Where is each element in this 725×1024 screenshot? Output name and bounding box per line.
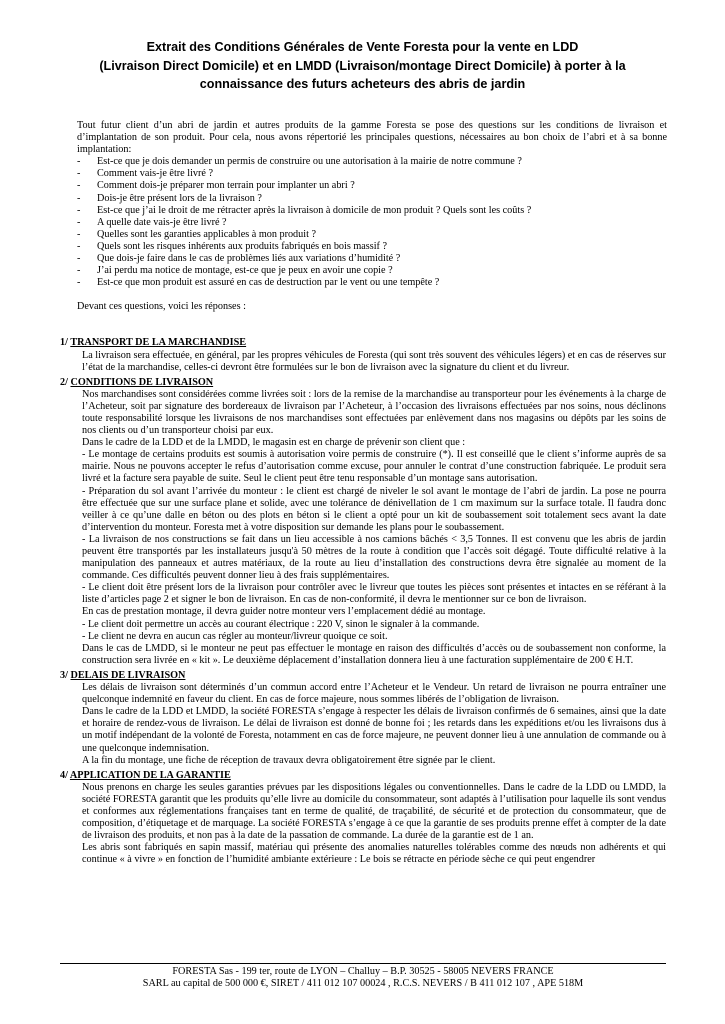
question-item xyxy=(77,205,725,217)
section-heading xyxy=(60,377,666,389)
paragraph: - Le client doit permettre un accès au courant électrique : 220 V, sinon le signaler à la commande. xyxy=(82,618,480,630)
paragraph: - Le client ne devra en aucun cas régler au monteur/livreur quoique ce soit. xyxy=(82,630,388,642)
footer-company-info: SARL au capital de 500 000 €, SIRET / 411 012 107 00024 , R.C.S. NEVERS / B 411 012 107 , APE 518M xyxy=(142,978,584,989)
paragraph: Les délais de livraison sont déterminés d’un commun accord entre l’Acheteur et le Vendeur. Un retard de livraison ne pourra entraîner une quelconque indemnité en faveur du client. En cas de force majeure, nous sommes libérés de l’obligation de livraison. xyxy=(82,682,666,706)
section-title: APPLICATION DE LA GARANTIE xyxy=(69,769,231,781)
list-dash: - xyxy=(77,168,81,180)
paragraph: Dans le cadre de la LDD et LMDD, la société FORESTA s’engage à respecter les délais de livraison confirmés de 6 semaines, ainsi que la date et horaire de rendez-vous de livraison. Le délai de livraison est donné de bonne foi ; les retards dans les expéditions et/ou les livraisons dus à un motif indépendant de la volonté de Foresta, notamment en cas de force majeure, ne peuvent donner lieu à une annulation de commande ou à une quelconque indemnisation. xyxy=(82,706,666,754)
paragraph: Dans le cas de LMDD, si le monteur ne peut pas effectuer le montage en raison des difficultés d’accès ou de soubassement non conforme, la construction sera livrée en « kit ». Le deuxième déplacement d’installation donnera lieu à une facturation supplémentaire de 200 € H.T. xyxy=(82,642,666,666)
question-text: J’ai perdu ma notice de montage, est-ce que je peux en avoir une copie ? xyxy=(97,265,393,277)
paragraph: En cas de prestation montage, il devra guider notre monteur vers l’emplacement dédié au montage. xyxy=(82,606,486,618)
document-title xyxy=(60,38,665,94)
question-text: Est-ce que je dois demander un permis de construire ou une autorisation à la mairie de notre commune ? xyxy=(97,156,522,168)
footer-address: FORESTA Sas - 199 ter, route de LYON – Challuy – B.P. 30525 - 58005 NEVERS FRANCE xyxy=(172,966,554,977)
title-line-1: Extrait des Conditions Générales de Vente Foresta pour la vente en LDD xyxy=(146,40,579,54)
list-dash: - xyxy=(77,156,81,168)
list-dash: - xyxy=(77,204,81,216)
question-text: A quelle date vais-je être livré ? xyxy=(97,216,227,228)
section-garantie xyxy=(60,770,666,867)
title-line-3: connaissance des futurs acheteurs des abris de jardin xyxy=(199,77,526,91)
section-content xyxy=(82,350,666,374)
question-text: Que dois-je faire dans le cas de problèmes liés aux variations d’humidité ? xyxy=(97,253,401,265)
section-title: DELAIS DE LIVRAISON xyxy=(70,669,186,681)
section-content xyxy=(82,682,666,767)
section-number: 2/ xyxy=(60,376,68,388)
list-dash: - xyxy=(77,277,81,289)
list-dash: - xyxy=(77,180,81,192)
paragraph: - La livraison de nos constructions se fait dans un lieu accessible à nos camions bâchés < 3,5 Tonnes. Il est convenu que les abris de jardin peuvent être transportés par les installateurs jusqu'à 50 mètres de la route à condition que l’accès soit dégagé. Toute difficulté relative à la manipulation des panneaux et autres matériaux, de la route au lieu d’installation des constructions devra être signalée au moment de la commande. Ces difficultés peuvent donner lieu à des frais supplémentaires. xyxy=(82,533,666,582)
section-transport xyxy=(60,337,666,373)
question-item xyxy=(77,168,725,180)
question-list xyxy=(0,156,725,289)
list-dash: - xyxy=(77,253,81,265)
section-heading xyxy=(60,337,666,349)
question-text: Quels sont les risques inhérents aux produits fabriqués en bois massif ? xyxy=(97,240,388,252)
document-body xyxy=(0,120,725,866)
question-item xyxy=(77,193,725,205)
question-item xyxy=(77,253,725,265)
question-text: Comment dois-je préparer mon terrain pour implanter un abri ? xyxy=(97,180,355,192)
paragraph: - Préparation du sol avant l’arrivée du monteur : le client est chargé de niveler le sol avant le montage de l’abri de jardin. La pose ne pourra être effectuée que sur une surface plane et solide, avec une tolérance de dénivellation de 1 cm maximum sur la surface totale. Il faudra donc veiller à ce qu’une dalle en béton ou des plots en béton si le client a opté pour un kit de soubassement soit totalement secs avant la date d’intervention du monteur. Foresta met à votre disposition sur demande les plans pour le soubassement. xyxy=(82,485,666,533)
intro-paragraph: Tout futur client d’un abri de jardin et autres produits de la gamme Foresta se pose des questions sur les conditions de livraison et d’implantation de son produit. Pour cela, nous avons répertorié les principales questions, nécessaires au bon choix de l’abri et à sa bonne implantation: xyxy=(77,120,667,156)
list-dash: - xyxy=(77,228,81,240)
section-title: CONDITIONS DE LIVRAISON xyxy=(70,376,214,388)
section-heading xyxy=(60,770,666,782)
answers-intro: Devant ces questions, voici les réponses : xyxy=(77,301,246,313)
paragraph: Nous prenons en charge les seules garanties prévues par les dispositions légales ou conventionnelles. Dans le cadre de la LDD ou LMDD, la société FORESTA garantit que les produits qu’elle livre au domicile du consommateur, sont adaptés à l’utilisation pour laquelle ils sont vendus et conformes aux réglementations françaises tant en terme de qualité, de traçabilité, de sécurité et de protection du consommateur, que de composition, d’étiquetage et de marquage. La société FORESTA s’engage à ce que la garantie de ses produits prenne effet à compter de la date de livraison des produits, et non pas à la date de la passation de commande. La durée de la garantie est de 1 an. xyxy=(82,781,666,842)
question-text: Quelles sont les garanties applicables à mon produit ? xyxy=(97,228,316,240)
section-delais-livraison xyxy=(60,670,666,767)
question-item xyxy=(77,277,725,289)
question-text: Est-ce que mon produit est assuré en cas de destruction par le vent ou une tempête ? xyxy=(97,277,440,289)
section-heading xyxy=(60,670,666,682)
section-number: 4/ xyxy=(60,769,68,781)
question-text: Est-ce que j’ai le droit de me rétracter après la livraison à domicile de mon produit ? Quels sont les coûts ? xyxy=(97,204,532,216)
title-line-2: (Livraison Direct Domicile) et en LMDD (Livraison/montage Direct Domicile) à porter à la xyxy=(99,58,626,73)
question-item xyxy=(77,241,725,253)
question-item xyxy=(77,229,725,241)
section-content xyxy=(82,782,666,867)
paragraph: - Le montage de certains produits est soumis à autorisation voire permis de construire (*). Il est conseillé que le client s’informe auprès de sa mairie. Nous ne pouvons accepter le refus d’autorisation comme excuse, pour annuler le contrat d’une construction fabriquée. Le produit sera livré et la facture sera payable de suite. Seul le client peut être tenu responsable d’un montage sans autorisation. xyxy=(82,449,666,485)
paragraph: - Le client doit être présent lors de la livraison pour contrôler avec le livreur que toutes les pièces sont présentes et intactes en se référant à la liste d’articles page 2 et signer le bon de livraison. En cas de non-conformité, il devra le mentionner sur ce bon de livraison. xyxy=(82,582,666,606)
paragraph: A la fin du montage, une fiche de réception de travaux devra obligatoirement être signée par le client. xyxy=(82,754,496,766)
question-text: Dois-je être présent lors de la livraison ? xyxy=(97,192,262,204)
section-number: 3/ xyxy=(60,669,68,681)
paragraph: Dans le cadre de la LDD et de la LMDD, le magasin est en charge de prévenir son client que : xyxy=(82,437,466,449)
question-text: Comment vais-je être livré ? xyxy=(97,168,213,180)
question-item xyxy=(77,265,725,277)
paragraph: La livraison sera effectuée, en général, par les propres véhicules de Foresta (qui sont très souvent des véhicules légers) et en cas de réserves sur l’état de la marchandise, celles-ci devront être formulées sur le bon de livraison avec la signature du client et du livreur. xyxy=(82,349,666,373)
section-number: 1/ xyxy=(60,337,68,349)
question-item xyxy=(77,217,725,229)
question-item xyxy=(77,156,725,168)
list-dash: - xyxy=(77,265,81,277)
paragraph: Nos marchandises sont considérées comme livrées soit : lors de la remise de la marchandise au transporteur pour les événements à la charge de l’Acheteur, soit par signature des bordereaux de livraison par l’Acheteur, à l’occasion des livraisons effectuées par nos soins, nous déclinons toute responsabilité lorsque les livraisons de nos marchandises sont effectuées par enlèvement dans nos magasins ou dépôts par les soins de nos clients ou d’un transporteur choisi par eux. xyxy=(82,388,666,437)
list-dash: - xyxy=(77,216,81,228)
section-title: TRANSPORT DE LA MARCHANDISE xyxy=(70,337,247,349)
list-dash: - xyxy=(77,240,81,252)
section-content xyxy=(82,389,666,667)
paragraph: Les abris sont fabriqués en sapin massif, matériau qui présente des anomalies naturelles tolérables comme des nœuds non adhérents et qui continue « à vivre » en fonction de l’humidité ambiante extérieure : Le bois se rétracte en période sèche ce qui peut engendrer xyxy=(82,842,666,866)
question-item xyxy=(77,180,725,192)
list-dash: - xyxy=(77,192,81,204)
page-footer xyxy=(60,963,666,990)
section-conditions-livraison xyxy=(60,377,666,667)
